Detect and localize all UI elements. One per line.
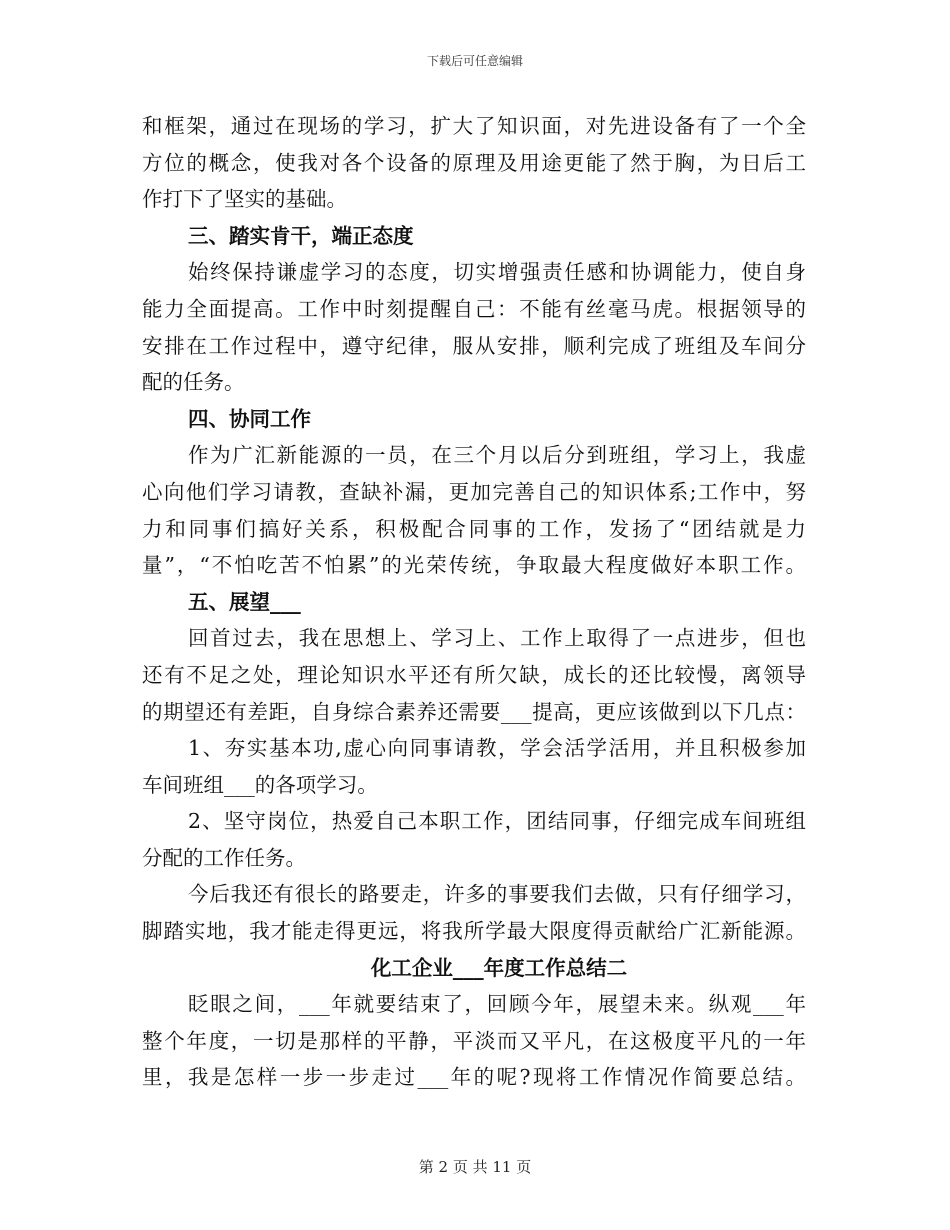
body-line: 配的任务。 xyxy=(142,370,245,395)
section-heading: 五、展望___ xyxy=(188,589,301,614)
body-line: 里，我是怎样一步一步走过___年的呢?现将工作情况作简要总结。 xyxy=(142,1065,806,1090)
body-line: 还有不足之处，理论知识水平还有所欠缺，成长的还比较慢，离领导 xyxy=(142,662,806,687)
body-line: 回首过去，我在思想上、学习上、工作上取得了一点进步，但也 xyxy=(188,626,806,651)
page-header-note: 下载后可任意编辑 xyxy=(426,54,523,68)
body-line: 方位的概念，使我对各个设备的原理及用途更能了然于胸，为日后工 xyxy=(142,150,806,175)
body-line: 今后我还有很长的路要走，许多的事要我们去做，只有仔细学习， xyxy=(188,882,806,907)
section-heading: 三、踏实肯干，端正态度 xyxy=(188,223,414,248)
body-line: 的期望还有差距，自身综合素养还需要___提高，更应该做到以下几点： xyxy=(142,699,806,724)
body-line: 和框架，通过在现场的学习，扩大了知识面，对先进设备有了一个全 xyxy=(142,114,806,138)
list-item-continuation: 车间班组___的各项学习。 xyxy=(142,772,378,797)
body-line: 始终保持谦虚学习的态度，切实增强责任感和协调能力，使自身 xyxy=(188,260,806,285)
list-item: 1、夯实基本功,虚心向同事请教，学会活学活用，并且积极参加 xyxy=(188,736,806,761)
body-line: 量”，“不怕吃苦不怕累”的光荣传统，争取最大程度做好本职工作。 xyxy=(142,553,806,578)
body-line: 力和同事们搞好关系，积极配合同事的工作，发扬了“团结就是力 xyxy=(142,516,806,541)
section-heading: 四、协同工作 xyxy=(188,406,311,431)
body-line: 能力全面提高。工作中时刻提醒自己：不能有丝毫马虎。根据领导的 xyxy=(142,296,806,321)
body-line: 眨眼之间，___年就要结束了，回顾今年，展望未来。纵观___年 xyxy=(188,992,806,1017)
body-line: 整个年度，一切是那样的平静，平淡而又平凡，在这极度平凡的一年 xyxy=(142,1028,806,1053)
document-body xyxy=(142,108,806,1096)
body-line: 作打下了坚实的基础。 xyxy=(142,187,347,212)
list-item-continuation: 分配的工作任务。 xyxy=(142,845,306,870)
list-item: 2、坚守岗位，热爱自己本职工作，团结同事，仔细完成车间班组 xyxy=(188,809,806,834)
body-line: 心向他们学习请教，查缺补漏，更加完善自己的知识体系;工作中，努 xyxy=(142,479,806,504)
body-line: 脚踏实地，我才能走得更远，将我所学最大限度得贡献给广汇新能源。 xyxy=(142,919,806,944)
body-line: 安排在工作过程中，遵守纪律，服从安排，顺利完成了班组及车间分 xyxy=(142,333,806,358)
document-subtitle: 化工企业___年度工作总结二 xyxy=(370,955,628,980)
page-number: 第 2 页 共 11 页 xyxy=(418,1158,532,1176)
body-line: 作为广汇新能源的一员，在三个月以后分到班组，学习上，我虚 xyxy=(188,443,806,468)
